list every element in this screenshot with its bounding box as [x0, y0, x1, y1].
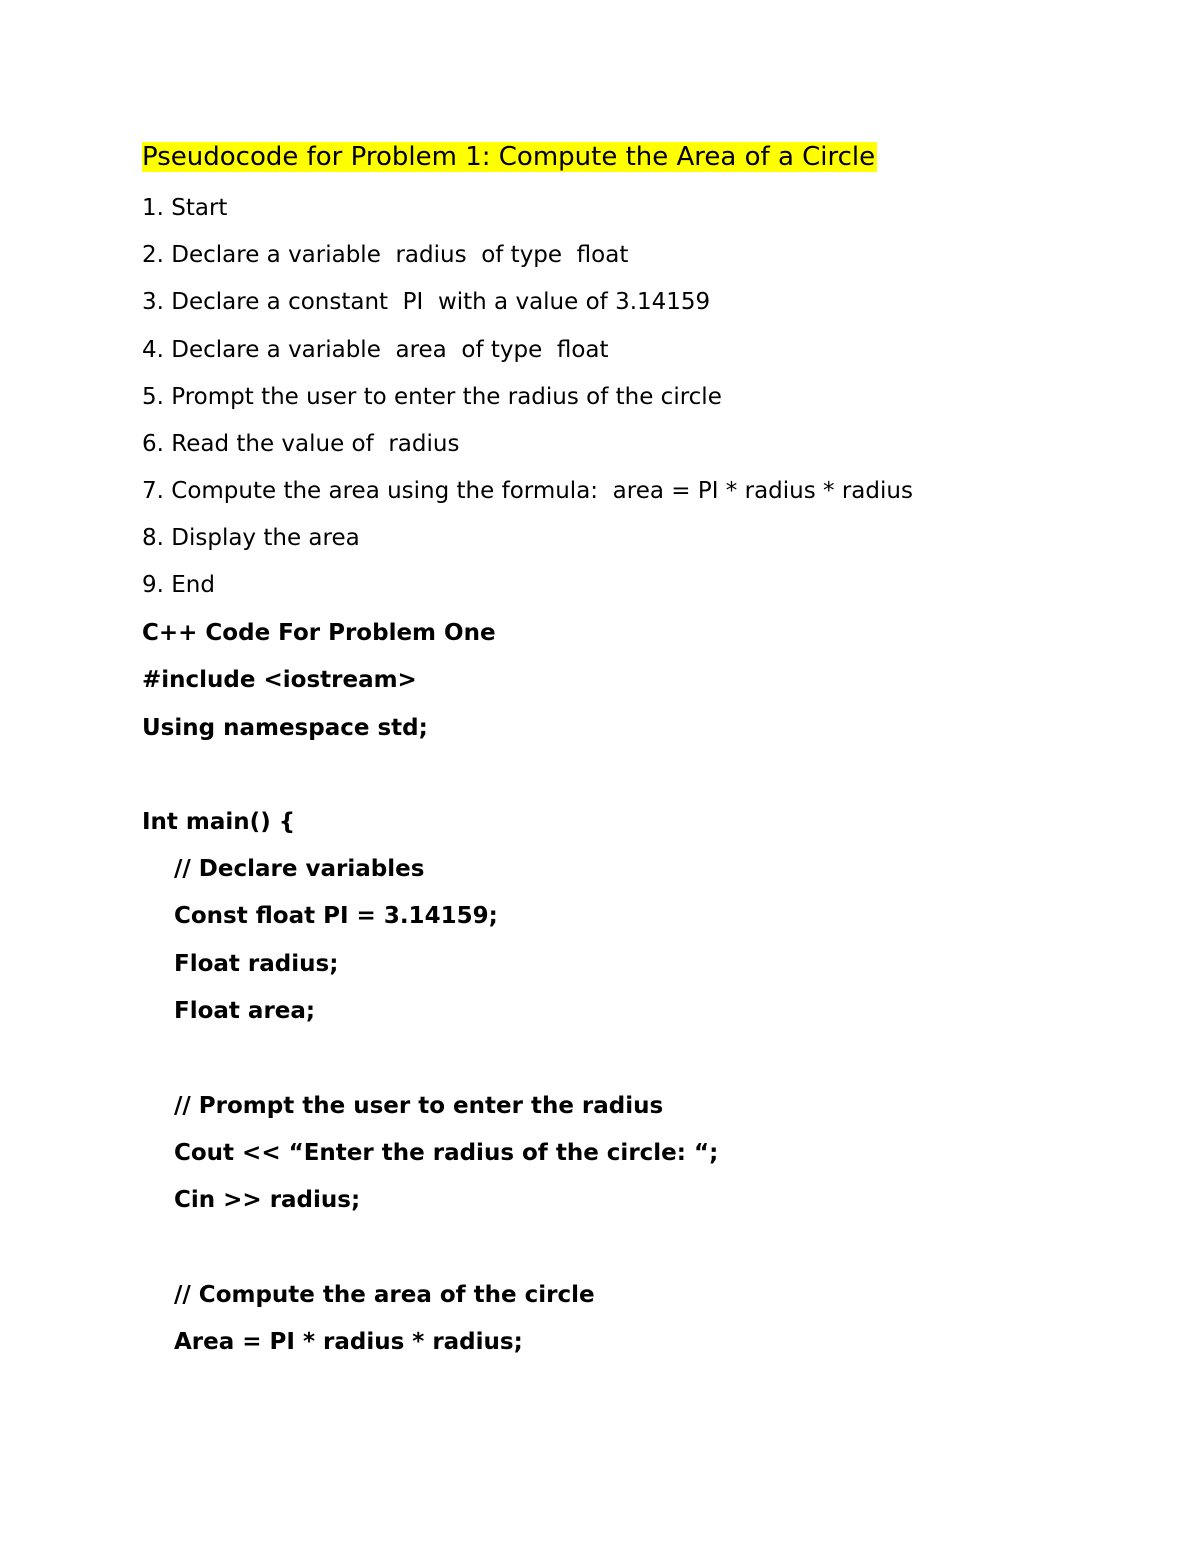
code-heading: C++ Code For Problem One	[142, 620, 496, 646]
pseudocode-step: 5. Prompt the user to enter the radius of the circle	[142, 384, 722, 410]
pseudocode-step: 6. Read the value of radius	[142, 431, 460, 457]
pseudocode-step: 7. Compute the area using the formula: area = PI * radius * radius	[142, 478, 913, 504]
pseudocode-step: 4. Declare a variable area of type float	[142, 337, 609, 363]
code-line: Cin >> radius;	[174, 1187, 361, 1213]
page-title	[142, 141, 877, 173]
code-comment: // Compute the area of the circle	[174, 1282, 595, 1308]
pseudocode-step: 3. Declare a constant PI with a value of 3.14159	[142, 289, 711, 315]
code-line: Using namespace std;	[142, 715, 428, 741]
code-line: Const float PI = 3.14159;	[174, 903, 498, 929]
code-line: Float radius;	[174, 951, 339, 977]
code-comment: // Declare variables	[174, 856, 425, 882]
pseudocode-step: 2. Declare a variable radius of type float	[142, 242, 629, 268]
title-highlight: Pseudocode for Problem 1: Compute the Area of a Circle	[142, 142, 876, 172]
code-line: Float area;	[174, 998, 316, 1024]
code-comment: // Prompt the user to enter the radius	[174, 1093, 664, 1119]
code-line: Cout << “Enter the radius of the circle: “;	[174, 1140, 719, 1166]
pseudocode-step: 9. End	[142, 572, 215, 598]
code-line: Int main() {	[142, 809, 296, 835]
pseudocode-step: 8. Display the area	[142, 525, 360, 551]
code-line: #include <iostream>	[142, 667, 417, 693]
code-line: Area = PI * radius * radius;	[174, 1329, 523, 1355]
pseudocode-step: 1. Start	[142, 195, 228, 221]
